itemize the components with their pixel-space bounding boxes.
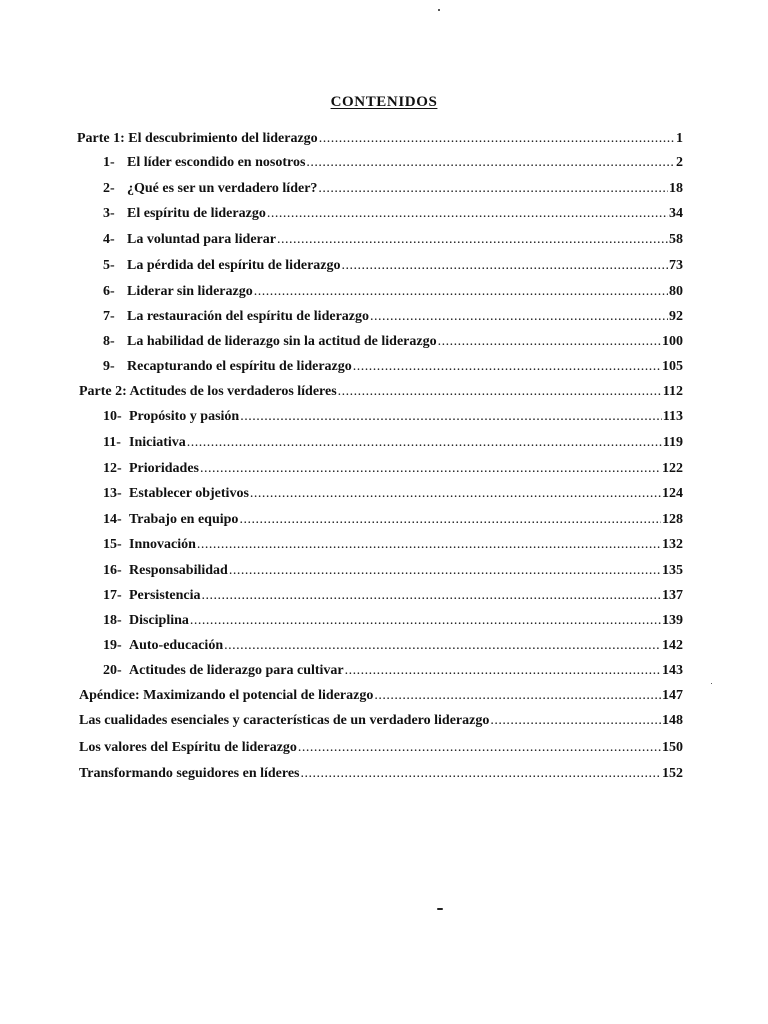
scan-speck <box>438 9 440 11</box>
toc-entry-number: 1- <box>103 155 115 170</box>
toc-entry-label: La habilidad de liderazgo sin la actitud de liderazgo <box>127 334 437 349</box>
toc-entry <box>103 332 683 352</box>
toc-entry-page-number: 113 <box>662 409 683 424</box>
toc-entry-number: 10- <box>103 409 122 424</box>
toc-entry-number: 15- <box>103 537 122 552</box>
toc-entry-page-number: 105 <box>662 359 683 374</box>
toc-entry-page-number: 147 <box>662 688 683 703</box>
toc-entry-label: Parte 1: El descubrimiento del liderazgo <box>77 131 318 146</box>
dot-leader <box>224 636 661 656</box>
toc-entry-page-number: 2 <box>676 155 683 170</box>
toc-entry-label: Liderar sin liderazgo <box>127 284 253 299</box>
toc-entry-label: La voluntad para liderar <box>127 232 276 247</box>
dot-leader <box>254 282 668 302</box>
dot-leader <box>342 256 669 276</box>
toc-entry-label: Innovación <box>129 537 196 552</box>
toc-entry <box>103 636 683 656</box>
toc-entry-number: 17- <box>103 588 122 603</box>
dot-leader <box>353 357 661 377</box>
toc-entry-page-number: 148 <box>662 713 683 728</box>
toc-entry <box>79 382 683 402</box>
toc-entry <box>103 204 683 224</box>
scan-speck <box>711 683 712 684</box>
toc-entry <box>103 484 683 504</box>
toc-entry <box>103 357 683 377</box>
toc-entry-number: 20- <box>103 663 122 678</box>
dot-leader <box>190 611 661 631</box>
toc-entry-label: Los valores del Espíritu de liderazgo <box>79 740 297 755</box>
toc-entry-page-number: 73 <box>669 258 683 273</box>
toc-entry-label: Actitudes de liderazgo para cultivar <box>129 663 344 678</box>
toc-entry-page-number: 80 <box>669 284 683 299</box>
toc-entry-number: 18- <box>103 613 122 628</box>
toc-entry-page-number: 58 <box>669 232 683 247</box>
dot-leader <box>202 586 661 606</box>
toc-entry-number: 13- <box>103 486 122 501</box>
toc-entry-page-number: 100 <box>662 334 683 349</box>
toc-entry-page-number: 128 <box>662 512 683 527</box>
toc-entry <box>103 510 683 530</box>
toc-entry-page-number: 137 <box>662 588 683 603</box>
toc-entry <box>79 686 683 706</box>
toc-entry-page-number: 135 <box>662 563 683 578</box>
toc-entry-label: La restauración del espíritu de liderazgo <box>127 309 369 324</box>
toc-entry-number: 4- <box>103 232 115 247</box>
toc-entry-label: Iniciativa <box>129 435 186 450</box>
toc-entry <box>103 561 683 581</box>
toc-entry <box>103 433 683 453</box>
page-title: CONTENIDOS <box>330 94 438 110</box>
toc-entry <box>79 738 683 758</box>
dot-leader <box>239 510 661 530</box>
toc-entry-label: Parte 2: Actitudes de los verdaderos líderes <box>79 384 337 399</box>
toc-entry <box>77 129 683 149</box>
dot-leader <box>277 230 668 250</box>
toc-entry-number: 5- <box>103 258 115 273</box>
toc-entry-number: 3- <box>103 206 115 221</box>
toc-entry <box>79 764 683 784</box>
toc-entry <box>103 407 683 427</box>
dot-leader <box>370 307 668 327</box>
toc-entry-page-number: 143 <box>662 663 683 678</box>
dot-leader <box>298 738 661 758</box>
toc-entry-label: Recapturando el espíritu de liderazgo <box>127 359 352 374</box>
dot-leader <box>240 407 662 427</box>
toc-entry-label: Disciplina <box>129 613 189 628</box>
toc-entry-label: Transformando seguidores en líderes <box>79 766 300 781</box>
toc-entry-page-number: 18 <box>669 181 683 196</box>
toc-entry-page-number: 124 <box>662 486 683 501</box>
toc-entry-label: Las cualidades esenciales y características de un verdadero liderazgo <box>79 713 490 728</box>
toc-entry-label: Apéndice: Maximizando el potencial de liderazgo <box>79 688 374 703</box>
scan-speck <box>437 908 443 910</box>
toc-entry-page-number: 122 <box>662 461 683 476</box>
dot-leader <box>345 661 661 681</box>
toc-entry <box>103 459 683 479</box>
toc-entry <box>79 711 683 731</box>
toc-entry-number: 12- <box>103 461 122 476</box>
toc-entry-page-number: 152 <box>662 766 683 781</box>
toc-entry-page-number: 132 <box>662 537 683 552</box>
toc-entry-page-number: 150 <box>662 740 683 755</box>
dot-leader <box>318 179 668 199</box>
dot-leader <box>187 433 662 453</box>
toc-entry-number: 8- <box>103 334 115 349</box>
toc-entry <box>103 611 683 631</box>
toc-entry-label: Trabajo en equipo <box>129 512 239 527</box>
dot-leader <box>267 204 668 224</box>
dot-leader <box>229 561 661 581</box>
dot-leader <box>197 535 661 555</box>
toc-entry <box>103 535 683 555</box>
toc-entry <box>103 661 683 681</box>
dot-leader <box>438 332 661 352</box>
dot-leader <box>338 382 662 402</box>
toc-entry-label: Propósito y pasión <box>129 409 240 424</box>
dot-leader <box>319 129 675 149</box>
toc-entry-label: Establecer objetivos <box>129 486 249 501</box>
toc-entry-number: 2- <box>103 181 115 196</box>
toc-entry-page-number: 112 <box>662 384 683 399</box>
toc-entry-number: 9- <box>103 359 115 374</box>
toc-entry-label: ¿Qué es ser un verdadero líder? <box>127 181 318 196</box>
dot-leader <box>250 484 661 504</box>
dot-leader <box>301 764 661 784</box>
toc-entry <box>103 153 683 173</box>
dot-leader <box>200 459 661 479</box>
toc-entry-label: La pérdida del espíritu de liderazgo <box>127 258 341 273</box>
toc-entry-number: 19- <box>103 638 122 653</box>
toc-entry-page-number: 92 <box>669 309 683 324</box>
toc-entry-label: Auto-educación <box>129 638 224 653</box>
dot-leader <box>374 686 661 706</box>
toc-entry-number: 11- <box>103 435 121 450</box>
toc-entry <box>103 256 683 276</box>
toc-entry-number: 16- <box>103 563 122 578</box>
toc-entry-page-number: 34 <box>669 206 683 221</box>
toc-entry-page-number: 1 <box>676 131 683 146</box>
dot-leader <box>490 711 661 731</box>
toc-entry-number: 14- <box>103 512 122 527</box>
toc-entry-number: 6- <box>103 284 115 299</box>
toc-entry-label: El líder escondido en nosotros <box>127 155 306 170</box>
toc-entry <box>103 307 683 327</box>
toc-entry-label: Responsabilidad <box>129 563 228 578</box>
toc-entry-page-number: 139 <box>662 613 683 628</box>
toc-entry-page-number: 119 <box>662 435 683 450</box>
dot-leader <box>306 153 675 173</box>
toc-entry-number: 7- <box>103 309 115 324</box>
toc-entry-label: El espíritu de liderazgo <box>127 206 266 221</box>
toc-entry <box>103 179 683 199</box>
toc-entry <box>103 230 683 250</box>
toc-entry-label: Prioridades <box>129 461 199 476</box>
toc-entry <box>103 586 683 606</box>
toc-entry-page-number: 142 <box>662 638 683 653</box>
toc-entry-label: Persistencia <box>129 588 201 603</box>
toc-entry <box>103 282 683 302</box>
